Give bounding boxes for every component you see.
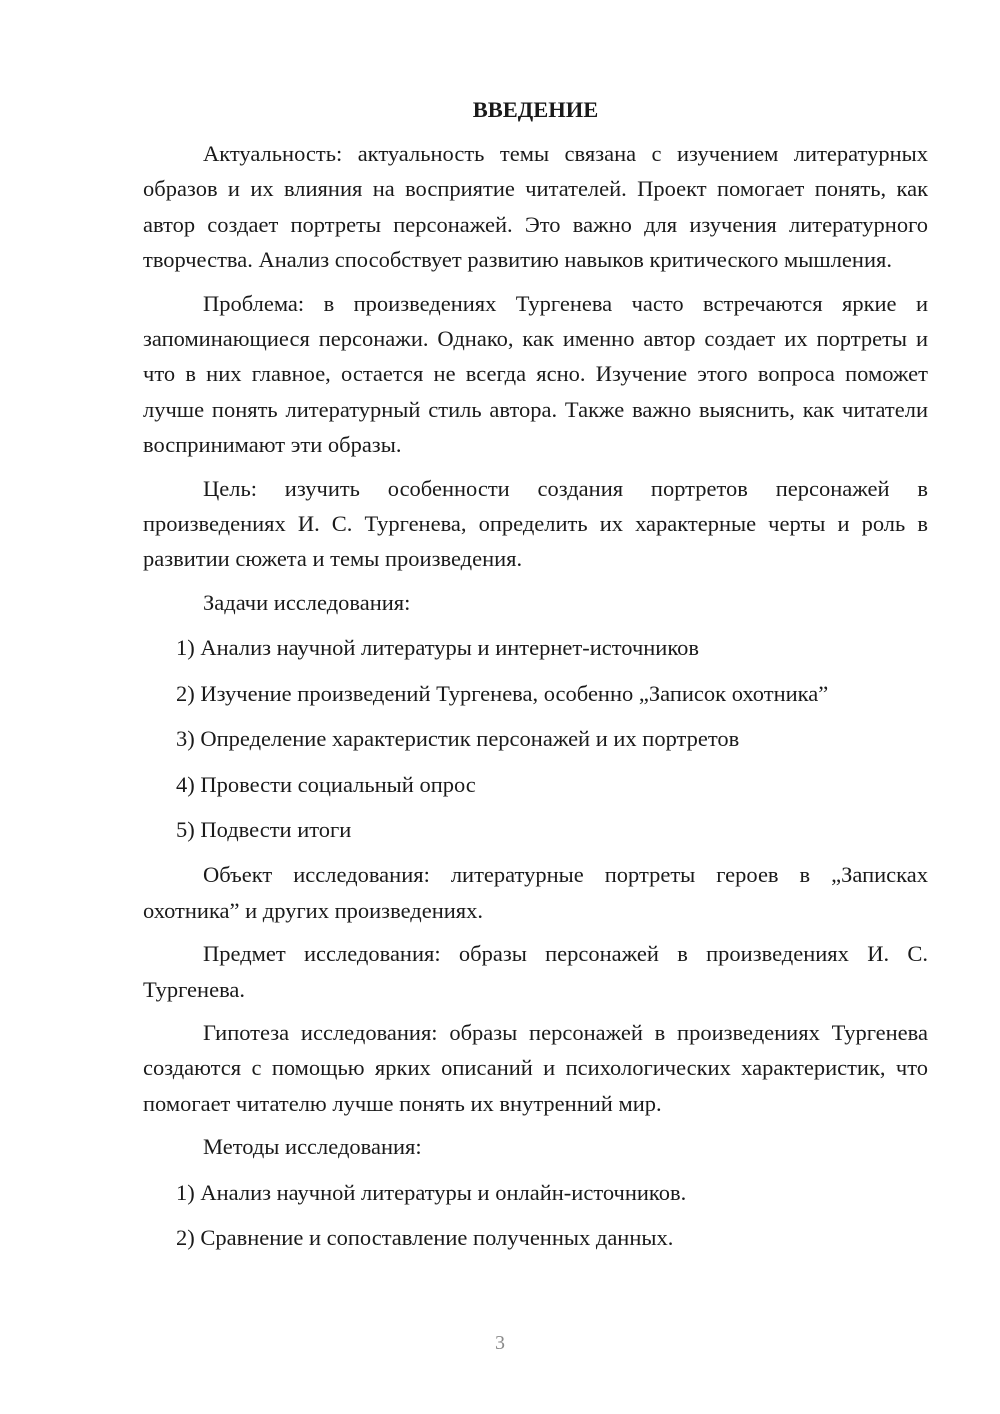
subject-paragraph: Предмет исследования: образы персонажей в произведениях И. С. Тургенева. — [143, 941, 928, 1002]
document-page — [143, 94, 928, 1265]
problem-paragraph: Проблема: в произведениях Тургенева часто встречаются яркие и запоминающиеся персонажи. Однако, как именно автор создает их портреты и что в них главное, остается не всегда ясно. Изучение этого вопроса поможет лучше понять литературный стиль автора. Также важно выяснить, как читатели воспринимают эти образы. — [143, 290, 928, 458]
list-item: 5) Подвести итоги — [176, 816, 352, 842]
section-title: ВВЕДЕНИЕ — [472, 97, 599, 122]
list-item: 2) Сравнение и сопоставление полученных данных. — [176, 1224, 674, 1250]
object-paragraph: Объект исследования: литературные портреты героев в „Записках охотника” и других произведениях. — [143, 862, 928, 923]
page-number: 3 — [495, 1332, 505, 1354]
relevance-paragraph: Актуальность: актуальность темы связана с изучением литературных образов и их влияния на восприятие читателей. Проект помогает понять, как автор создает портреты персонажей. Это важно для изучения литературного творчества. Анализ способствует развитию навыков критического мышления. — [143, 141, 928, 273]
list-item: 2) Изучение произведений Тургенева, особенно „Записок охотника” — [176, 680, 829, 706]
list-item: 3) Определение характеристик персонажей и их портретов — [176, 726, 740, 752]
list-item: 1) Анализ научной литературы и интернет-источников — [176, 635, 700, 661]
goal-paragraph: Цель: изучить особенности создания портретов персонажей в произведениях И. С. Тургенева, определить их характерные черты и роль в развитии сюжета и темы произведения. — [143, 475, 928, 572]
list-item: 1) Анализ научной литературы и онлайн-источников. — [176, 1179, 687, 1205]
list-item: 4) Провести социальный опрос — [176, 771, 476, 797]
tasks-list — [143, 630, 928, 847]
methods-list — [143, 1175, 928, 1256]
hypothesis-paragraph: Гипотеза исследования: образы персонажей в произведениях Тургенева создаются с помощью ярких описаний и психологических характеристик, что помогает читателю лучше понять их внутренний мир. — [143, 1019, 928, 1116]
methods-heading: Методы исследования: — [203, 1134, 422, 1160]
tasks-heading: Задачи исследования: — [203, 589, 411, 615]
